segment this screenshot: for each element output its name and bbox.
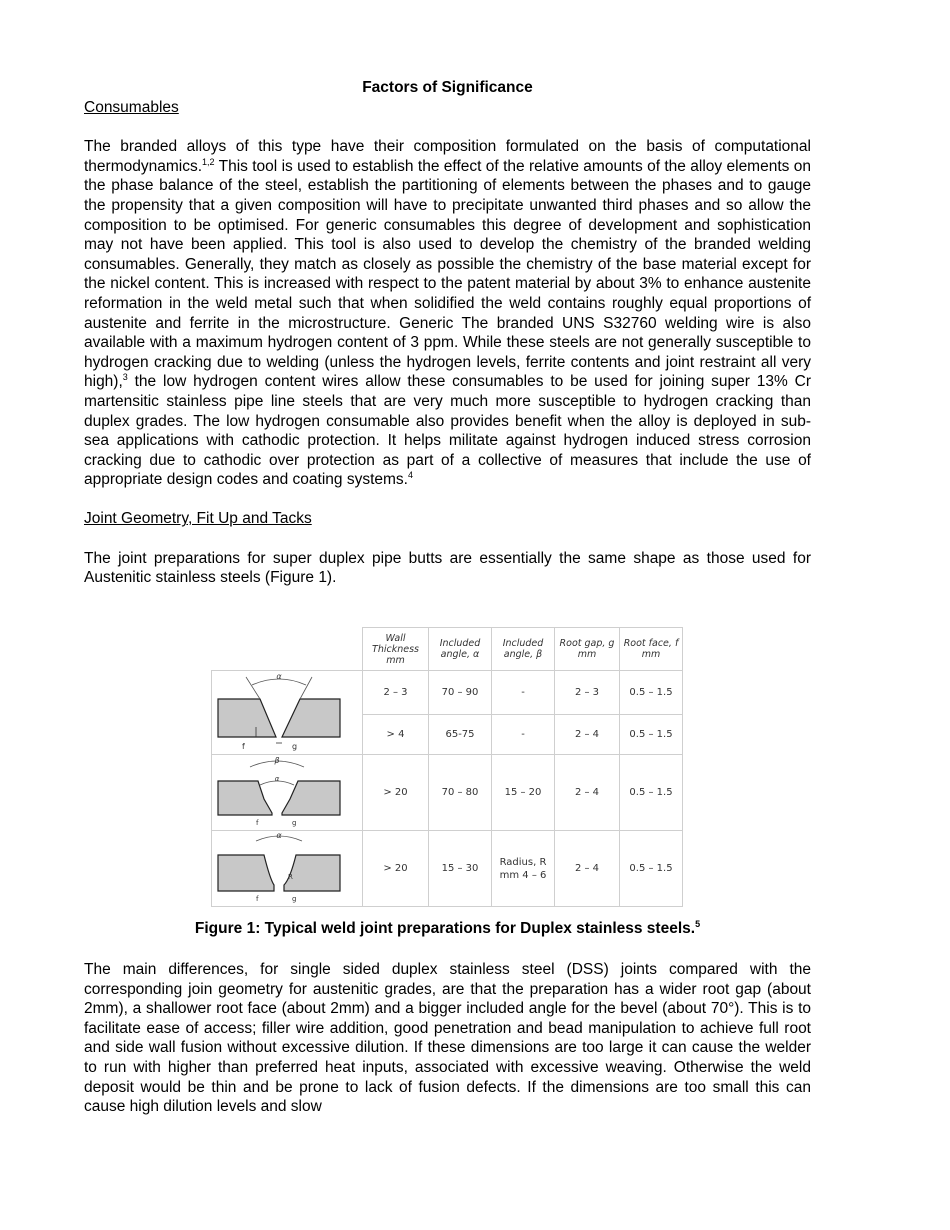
header-root-face: Root face, f mm xyxy=(620,628,683,671)
header-root-gap: Root gap, g mm xyxy=(555,628,620,671)
cell-root-face: 0.5 – 1.5 xyxy=(620,755,683,831)
cell-root-gap: 2 – 4 xyxy=(555,755,620,831)
cell-root-face: 0.5 – 1.5 xyxy=(620,715,683,755)
alpha-label: α xyxy=(276,831,282,840)
cell-root-face: 0.5 – 1.5 xyxy=(620,671,683,715)
weld-preparation-table xyxy=(211,627,683,907)
cell-root-face: 0.5 – 1.5 xyxy=(620,831,683,907)
cell-wall-thickness: 2 – 3 xyxy=(363,671,429,715)
header-included-angle-alpha: Included angle, α xyxy=(429,628,492,671)
cell-angle-alpha: 65-75 xyxy=(429,715,492,755)
cell-angle-alpha: 70 – 90 xyxy=(429,671,492,715)
section-heading-joint-geometry: Joint Geometry, Fit Up and Tacks xyxy=(84,510,312,528)
diagram-compound-bevel xyxy=(212,755,363,831)
cell-angle-alpha: 15 – 30 xyxy=(429,831,492,907)
cell-root-gap: 2 – 4 xyxy=(555,715,620,755)
cell-angle-alpha: 70 – 80 xyxy=(429,755,492,831)
table-row xyxy=(212,831,683,907)
diagram-j-groove xyxy=(212,831,363,907)
document-page-continued xyxy=(84,960,811,1117)
table-row xyxy=(212,671,683,715)
root-face-label: f xyxy=(256,819,259,827)
citation-3: 3 xyxy=(122,372,128,383)
diagram-header-cell xyxy=(212,628,363,671)
root-gap-label: g xyxy=(292,742,298,751)
citation-4: 4 xyxy=(407,470,413,481)
root-gap-label: g xyxy=(292,895,297,903)
alpha-label: α xyxy=(274,775,280,783)
figure-caption: Figure 1: Typical weld joint preparations for Duplex stainless steels.$^5$ xyxy=(194,918,701,937)
root-face-label: f xyxy=(242,742,245,751)
radius-label: R xyxy=(288,873,293,881)
v-joint-diagram xyxy=(212,671,362,751)
cell-wall-thickness: > 20 xyxy=(363,755,429,831)
cell-wall-thickness: > 4 xyxy=(363,715,429,755)
cell-angle-beta: - xyxy=(492,671,555,715)
cell-angle-beta: - xyxy=(492,715,555,755)
paragraph-consumables: The branded alloys of this type have their composition formulated on the basis of computational thermodynamics.$^{1,2}$ This tool is used to establish the effect of the relative amounts of the alloy elements on the phase balance of the steel, establish the partitioning of elements between the phases and to gauge the propensity that a given composition will have to precipitate unwanted third phases and so allow the composition to be optimised. For generic consumables this degree of development and sophistication may not have been applied. This tool is also used to develop the chemistry of the branded welding consumables. Generally, they match as closely as possible the chemistry of the base material except for the nickel content. This is increased with respect to the patent material by about 3% to enhance austenite reformation in the weld metal such that when solidified the weld contains roughly equal proportions of austenite and ferrite in the microstructure. Generic The branded UNS S32760 welding wire is also available with a maximum hydrogen content of 3 ppm. While these steels are not generally susceptible to hydrogen cracking due to welding (unless the hydrogen levels, ferrite contents and joint restraint all very high),$^3$ the low hydrogen content wires allow these consumables to be used for joining super 13% Cr martensitic stainless pipe line steels that are very much more susceptible to hydrogen cracking than duplex grades. The low hydrogen consumable also provides benefit when the alloy is deployed in sub- sea applications with cathodic protection. It helps militate against hydrogen induced stress corrosion cracking due to cathodic over protection as part of a collective of measures that include the use of appropriate design codes and coating systems.$^4$ xyxy=(84,138,811,489)
beta-label: β xyxy=(274,756,280,765)
figure-weld-joint-table xyxy=(211,627,684,903)
j-groove-diagram xyxy=(212,831,362,903)
cell-root-gap: 2 – 3 xyxy=(555,671,620,715)
cell-angle-beta: Radius, R mm 4 – 6 xyxy=(492,831,555,907)
table-header-row xyxy=(212,628,683,671)
root-face-label: f xyxy=(256,895,259,903)
header-included-angle-beta: Included angle, β xyxy=(492,628,555,671)
page-title: Factors of Significance xyxy=(362,79,533,96)
citation-1-2: 1,2 xyxy=(202,156,215,167)
root-gap-label: g xyxy=(292,819,297,827)
diagram-v-joint xyxy=(212,671,363,755)
header-wall-thickness: Wall Thickness mm xyxy=(363,628,429,671)
paragraph-joint-preparations: The joint preparations for super duplex pipe butts are essentially the same shape as those used for Austenitic stainless steels (Figure 1). xyxy=(84,549,811,587)
citation-5: 5 xyxy=(695,918,701,929)
document-page xyxy=(84,78,811,588)
cell-angle-beta: 15 – 20 xyxy=(492,755,555,831)
alpha-label: α xyxy=(276,672,282,681)
cell-wall-thickness: > 20 xyxy=(363,831,429,907)
paragraph-main-differences: The main differences, for single sided duplex stainless steel (DSS) joints compared with the corresponding join geometry for austenitic grades, are that the preparation has a wider root gap (about 2mm), a shallower root face (about 2mm) and a bigger included angle for the bevel (about 70°). This is to facilitate ease of access; filler wire addition, good penetration and bead manipulation to achieve full root and side wall fusion without excessive dilution. If these dimensions are too large it can cause the welder to run with higher than preferred heat inputs, associated with excessive weaving. Otherwise the weld deposit would be thin and be prone to lack of fusion defects. If the dimensions are too small this can cause high dilution levels and slow xyxy=(84,961,811,1116)
compound-bevel-diagram xyxy=(212,755,362,827)
cell-root-gap: 2 – 4 xyxy=(555,831,620,907)
section-heading-consumables: Consumables xyxy=(84,99,179,116)
table-row xyxy=(212,755,683,831)
